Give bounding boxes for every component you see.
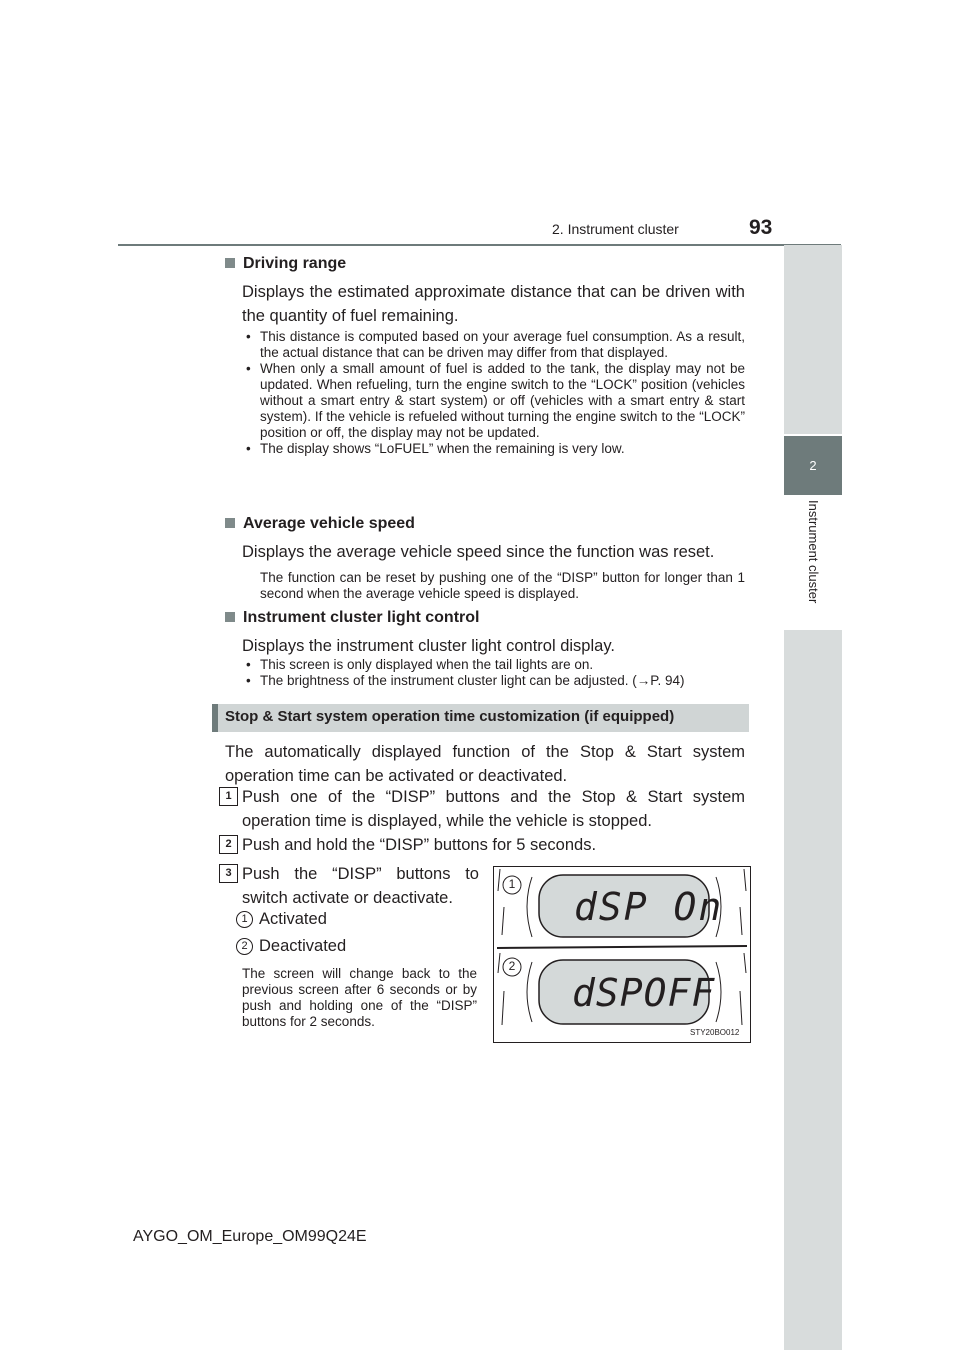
option-deactivated: Deactivated bbox=[259, 937, 347, 955]
header-rule bbox=[118, 244, 841, 246]
chapter-title: 2. Instrument cluster bbox=[552, 221, 679, 237]
step-number-3: 3 bbox=[219, 864, 238, 883]
section-driving-range-title: Driving range bbox=[225, 255, 346, 273]
intro-paragraph: The automatically displayed function of the Stop & Start system operation time can be activated or deactivated. bbox=[225, 743, 745, 785]
light-control-description: Displays the instrument cluster light control display. bbox=[242, 637, 615, 655]
display-illustration bbox=[493, 866, 751, 1043]
side-tab-upper bbox=[784, 245, 842, 434]
list-item: • When only a small amount of fuel is added to the tank, the display may not be updated. When refueling, turn the engine switch to the “LOCK” position (vehicles without a smart entry & start system) or off (vehicles with a smart entry & start system). If the vehicle is refueled without turning the engine switch to the “LOCK” position or off, the display may not be updated. bbox=[244, 361, 745, 441]
option-number-2: 2 bbox=[236, 938, 253, 955]
step-1-text: Push one of the “DISP” buttons and the Stop & Start system operation time is displayed, while the vehicle is stopped. bbox=[242, 788, 745, 830]
step-3-text: Push the “DISP” buttons to switch activate or deactivate. bbox=[242, 865, 479, 907]
banner-title: Stop & Start system operation time customization (if equipped) bbox=[225, 708, 675, 725]
list-item: • This screen is only displayed when the tail lights are on. bbox=[244, 657, 745, 673]
average-speed-note: The function can be reset by pushing one of the “DISP” button for longer than 1 second when the average vehicle speed is displayed. bbox=[260, 570, 745, 601]
callout-2: 2 bbox=[508, 959, 516, 973]
step-2-text: Push and hold the “DISP” buttons for 5 seconds. bbox=[242, 836, 597, 854]
driving-range-notes bbox=[244, 329, 745, 457]
bottom-display-text: dSPOFF bbox=[572, 971, 716, 1015]
list-item: • This distance is computed based on your average fuel consumption. As a result, the actual distance that can be driven may differ from that displayed. bbox=[244, 329, 745, 361]
option-activated: Activated bbox=[259, 910, 327, 928]
step-note: The screen will change back to the previous screen after 6 seconds or by push and holding one of the “DISP” buttons for 2 seconds. bbox=[242, 966, 477, 1029]
banner-accent bbox=[212, 704, 218, 732]
square-bullet-icon bbox=[225, 258, 235, 268]
side-tab-lower bbox=[784, 630, 842, 1350]
list-item: • The brightness of the instrument cluster light can be adjusted. (→P. 94) bbox=[244, 673, 745, 689]
footer-doc-id: AYGO_OM_Europe_OM99Q24E bbox=[133, 1228, 367, 1245]
option-number-1: 1 bbox=[236, 911, 253, 928]
step-number-1: 1 bbox=[219, 787, 238, 806]
square-bullet-icon bbox=[225, 612, 235, 622]
callout-1: 1 bbox=[508, 877, 516, 891]
list-item: • The display shows “LoFUEL” when the remaining is very low. bbox=[244, 441, 745, 457]
page-number: 93 bbox=[749, 216, 773, 239]
square-bullet-icon bbox=[225, 518, 235, 528]
light-control-notes bbox=[244, 657, 745, 689]
driving-range-description: Displays the estimated approximate distance that can be driven with the quantity of fuel remaining. bbox=[242, 283, 745, 325]
step-number-2: 2 bbox=[219, 835, 238, 854]
figure-code: STY20BO012 bbox=[690, 1028, 740, 1037]
section-average-speed-title: Average vehicle speed bbox=[225, 515, 415, 533]
average-speed-description: Displays the average vehicle speed since the function was reset. bbox=[242, 543, 715, 561]
side-tab-label: Instrument cluster bbox=[806, 500, 821, 604]
top-display-text: dSP On bbox=[574, 885, 724, 929]
side-tab-number: 2 bbox=[809, 458, 817, 473]
section-light-control-title: Instrument cluster light control bbox=[225, 609, 479, 627]
